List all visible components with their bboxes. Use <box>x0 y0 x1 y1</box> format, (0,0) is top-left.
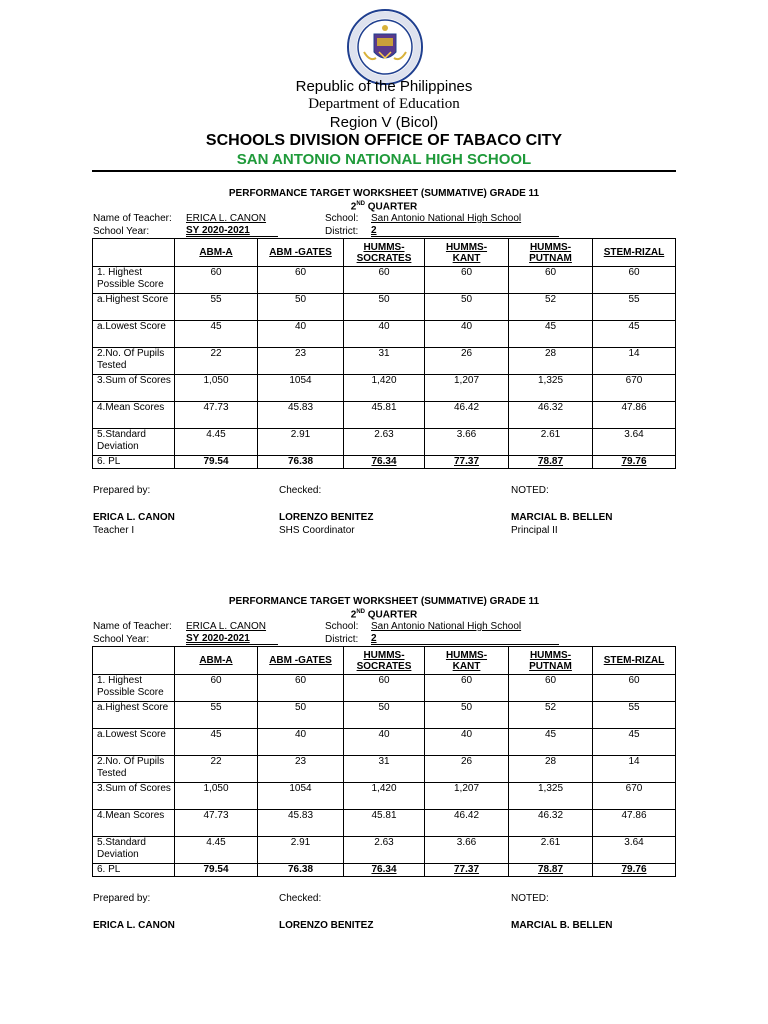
row-label: 1. Highest Possible Score <box>93 675 175 702</box>
deped-seal-icon <box>346 8 424 86</box>
row-label: a.Lowest Score <box>93 321 175 348</box>
table-cell: 60 <box>344 267 425 294</box>
column-header: HUMMS- SOCRATES <box>344 239 425 267</box>
table-cell: 40 <box>258 321 344 348</box>
row-label: a.Lowest Score <box>93 729 175 756</box>
table-cell: 1054 <box>258 783 344 810</box>
table-cell: 40 <box>344 729 425 756</box>
table-cell: 46.32 <box>509 402 593 429</box>
row-label: 3.Sum of Scores <box>93 375 175 402</box>
noted-label: NOTED: <box>511 893 549 904</box>
column-header: STEM-RIZAL <box>593 647 676 675</box>
table-cell: 2.63 <box>344 429 425 456</box>
pl-cell: 77.37 <box>425 864 509 877</box>
table-cell: 40 <box>425 729 509 756</box>
table-cell: 670 <box>593 783 676 810</box>
table-cell: 60 <box>258 267 344 294</box>
teacher-label: Name of Teacher: <box>93 213 172 224</box>
school-name: San Antonio National High School <box>371 621 522 632</box>
prepared-name: ERICA L. CANON <box>93 512 175 523</box>
noted-name: MARCIAL B. BELLEN <box>511 512 613 523</box>
header-divider <box>92 170 676 172</box>
table-cell: 45 <box>509 729 593 756</box>
header-republic: Republic of the Philippines <box>295 78 473 95</box>
table-row <box>93 729 676 756</box>
table-cell: 670 <box>593 375 676 402</box>
table-cell: 52 <box>509 294 593 321</box>
district-value: 2 <box>371 634 559 645</box>
checked-title: SHS Coordinator <box>279 525 355 536</box>
table-cell: 40 <box>425 321 509 348</box>
table-cell: 60 <box>175 675 258 702</box>
column-header: ABM-A <box>175 239 258 267</box>
pl-cell: 79.54 <box>175 864 258 877</box>
table-cell: 1,050 <box>175 783 258 810</box>
table-cell: 45.83 <box>258 402 344 429</box>
prepared-label: Prepared by: <box>93 893 151 904</box>
table-cell: 4.45 <box>175 837 258 864</box>
table-cell: 45 <box>175 321 258 348</box>
table-cell: 45 <box>509 321 593 348</box>
school-year-label: School Year: <box>93 226 150 237</box>
pl-cell: 79.54 <box>175 456 258 469</box>
table-cell: 3.66 <box>425 429 509 456</box>
table-cell: 47.86 <box>593 810 676 837</box>
checked-label: Checked: <box>279 485 322 496</box>
table-cell: 50 <box>258 294 344 321</box>
table-cell: 46.42 <box>425 402 509 429</box>
table-cell: 22 <box>175 756 258 783</box>
district-value: 2 <box>371 226 559 237</box>
table-cell: 1,050 <box>175 375 258 402</box>
table-cell: 1,207 <box>425 783 509 810</box>
column-header: HUMMS- KANT <box>425 647 509 675</box>
table-cell: 3.64 <box>593 837 676 864</box>
table-cell: 55 <box>175 702 258 729</box>
row-label: 4.Mean Scores <box>93 810 175 837</box>
table-cell: 60 <box>593 267 676 294</box>
school-year: SY 2020-2021 <box>186 634 278 645</box>
school-name: San Antonio National High School <box>371 213 522 224</box>
table-cell: 14 <box>593 756 676 783</box>
table-cell: 23 <box>258 756 344 783</box>
table-row <box>93 756 676 783</box>
pl-cell: 78.87 <box>509 864 593 877</box>
column-header: HUMMS- KANT <box>425 239 509 267</box>
column-header: STEM-RIZAL <box>593 239 676 267</box>
row-label: a.Highest Score <box>93 294 175 321</box>
table-cell: 55 <box>593 294 676 321</box>
table-row <box>93 294 676 321</box>
table-cell: 47.73 <box>175 810 258 837</box>
table-cell: 60 <box>258 675 344 702</box>
table-cell: 60 <box>425 675 509 702</box>
school-year: SY 2020-2021 <box>186 226 278 237</box>
table-cell: 2.61 <box>509 429 593 456</box>
row-label: 6. PL <box>93 456 175 469</box>
table-cell: 60 <box>425 267 509 294</box>
header-division: SCHOOLS DIVISION OFFICE OF TABACO CITY <box>205 132 563 149</box>
table-cell: 1,420 <box>344 783 425 810</box>
table-cell: 40 <box>258 729 344 756</box>
table-cell: 47.86 <box>593 402 676 429</box>
table-cell: 2.63 <box>344 837 425 864</box>
prepared-label: Prepared by: <box>93 485 151 496</box>
table-cell: 60 <box>509 267 593 294</box>
worksheet-quarter: 2ND QUARTER <box>350 201 418 213</box>
school-year-label: School Year: <box>93 634 150 645</box>
table-cell: 3.64 <box>593 429 676 456</box>
district-label: District: <box>325 226 359 237</box>
teacher-name: ERICA L. CANON <box>186 213 267 224</box>
pl-cell: 76.34 <box>344 864 425 877</box>
table-cell: 28 <box>509 348 593 375</box>
table-cell: 1,207 <box>425 375 509 402</box>
header-blank-cell <box>93 239 175 267</box>
table-row-pl <box>93 864 676 877</box>
row-label: a.Highest Score <box>93 702 175 729</box>
teacher-name: ERICA L. CANON <box>186 621 267 632</box>
table-cell: 50 <box>425 294 509 321</box>
pl-cell: 78.87 <box>509 456 593 469</box>
pl-cell: 76.38 <box>258 456 344 469</box>
row-label: 1. Highest Possible Score <box>93 267 175 294</box>
table-cell: 22 <box>175 348 258 375</box>
column-header: HUMMS- PUTNAM <box>509 647 593 675</box>
table-row <box>93 837 676 864</box>
table-cell: 26 <box>425 756 509 783</box>
table-row <box>93 675 676 702</box>
pl-cell: 76.34 <box>344 456 425 469</box>
table-row <box>93 348 676 375</box>
row-label: 6. PL <box>93 864 175 877</box>
pl-cell: 76.38 <box>258 864 344 877</box>
table-row <box>93 429 676 456</box>
worksheet-title: PERFORMANCE TARGET WORKSHEET (SUMMATIVE) GRADE 11 <box>228 596 540 607</box>
table-cell: 45 <box>593 321 676 348</box>
column-header: ABM-A <box>175 647 258 675</box>
row-label: 5.Standard Deviation <box>93 429 175 456</box>
row-label: 2.No. Of Pupils Tested <box>93 756 175 783</box>
table-cell: 60 <box>509 675 593 702</box>
table-cell: 55 <box>175 294 258 321</box>
row-label: 3.Sum of Scores <box>93 783 175 810</box>
table-cell: 1,325 <box>509 375 593 402</box>
pl-cell: 77.37 <box>425 456 509 469</box>
row-label: 5.Standard Deviation <box>93 837 175 864</box>
table-cell: 1,325 <box>509 783 593 810</box>
table-cell: 45.81 <box>344 810 425 837</box>
prepared-name: ERICA L. CANON <box>93 920 175 931</box>
noted-name: MARCIAL B. BELLEN <box>511 920 613 931</box>
table-cell: 46.32 <box>509 810 593 837</box>
district-label: District: <box>325 634 359 645</box>
table-cell: 50 <box>258 702 344 729</box>
column-header: ABM -GATES <box>258 239 344 267</box>
table-cell: 60 <box>344 675 425 702</box>
performance-table <box>92 238 676 469</box>
pl-cell: 79.76 <box>593 456 676 469</box>
table-cell: 45.83 <box>258 810 344 837</box>
table-cell: 2.61 <box>509 837 593 864</box>
table-cell: 4.45 <box>175 429 258 456</box>
table-cell: 60 <box>593 675 676 702</box>
table-cell: 28 <box>509 756 593 783</box>
worksheet-title: PERFORMANCE TARGET WORKSHEET (SUMMATIVE) GRADE 11 <box>228 188 540 199</box>
checked-label: Checked: <box>279 893 322 904</box>
table-cell: 2.91 <box>258 429 344 456</box>
header-school: SAN ANTONIO NATIONAL HIGH SCHOOL <box>236 151 532 168</box>
school-label: School: <box>325 621 359 632</box>
table-cell: 45 <box>593 729 676 756</box>
noted-title: Principal II <box>511 525 558 536</box>
pl-cell: 79.76 <box>593 864 676 877</box>
table-cell: 45 <box>175 729 258 756</box>
table-cell: 14 <box>593 348 676 375</box>
table-cell: 23 <box>258 348 344 375</box>
checked-name: LORENZO BENITEZ <box>279 920 374 931</box>
table-cell: 2.91 <box>258 837 344 864</box>
table-cell: 31 <box>344 756 425 783</box>
header-region: Region V (Bicol) <box>329 114 439 131</box>
table-row <box>93 702 676 729</box>
table-cell: 55 <box>593 702 676 729</box>
column-header: ABM -GATES <box>258 647 344 675</box>
table-row-pl <box>93 456 676 469</box>
table-cell: 31 <box>344 348 425 375</box>
checked-name: LORENZO BENITEZ <box>279 512 374 523</box>
worksheet-quarter: 2ND QUARTER <box>350 609 418 621</box>
table-row <box>93 402 676 429</box>
header-department: Department of Education <box>308 96 460 112</box>
row-label: 2.No. Of Pupils Tested <box>93 348 175 375</box>
table-cell: 50 <box>344 294 425 321</box>
row-label: 4.Mean Scores <box>93 402 175 429</box>
table-row <box>93 783 676 810</box>
noted-label: NOTED: <box>511 485 549 496</box>
table-cell: 1054 <box>258 375 344 402</box>
school-label: School: <box>325 213 359 224</box>
column-header: HUMMS- SOCRATES <box>344 647 425 675</box>
table-cell: 3.66 <box>425 837 509 864</box>
column-header: HUMMS- PUTNAM <box>509 239 593 267</box>
table-row <box>93 267 676 294</box>
table-row <box>93 810 676 837</box>
table-cell: 26 <box>425 348 509 375</box>
table-cell: 60 <box>175 267 258 294</box>
performance-table <box>92 646 676 877</box>
table-cell: 47.73 <box>175 402 258 429</box>
table-cell: 50 <box>425 702 509 729</box>
prepared-title: Teacher I <box>93 525 135 536</box>
table-cell: 1,420 <box>344 375 425 402</box>
teacher-label: Name of Teacher: <box>93 621 172 632</box>
table-row <box>93 321 676 348</box>
table-cell: 46.42 <box>425 810 509 837</box>
table-cell: 45.81 <box>344 402 425 429</box>
table-row <box>93 375 676 402</box>
table-cell: 52 <box>509 702 593 729</box>
table-cell: 40 <box>344 321 425 348</box>
table-cell: 50 <box>344 702 425 729</box>
header-blank-cell <box>93 647 175 675</box>
